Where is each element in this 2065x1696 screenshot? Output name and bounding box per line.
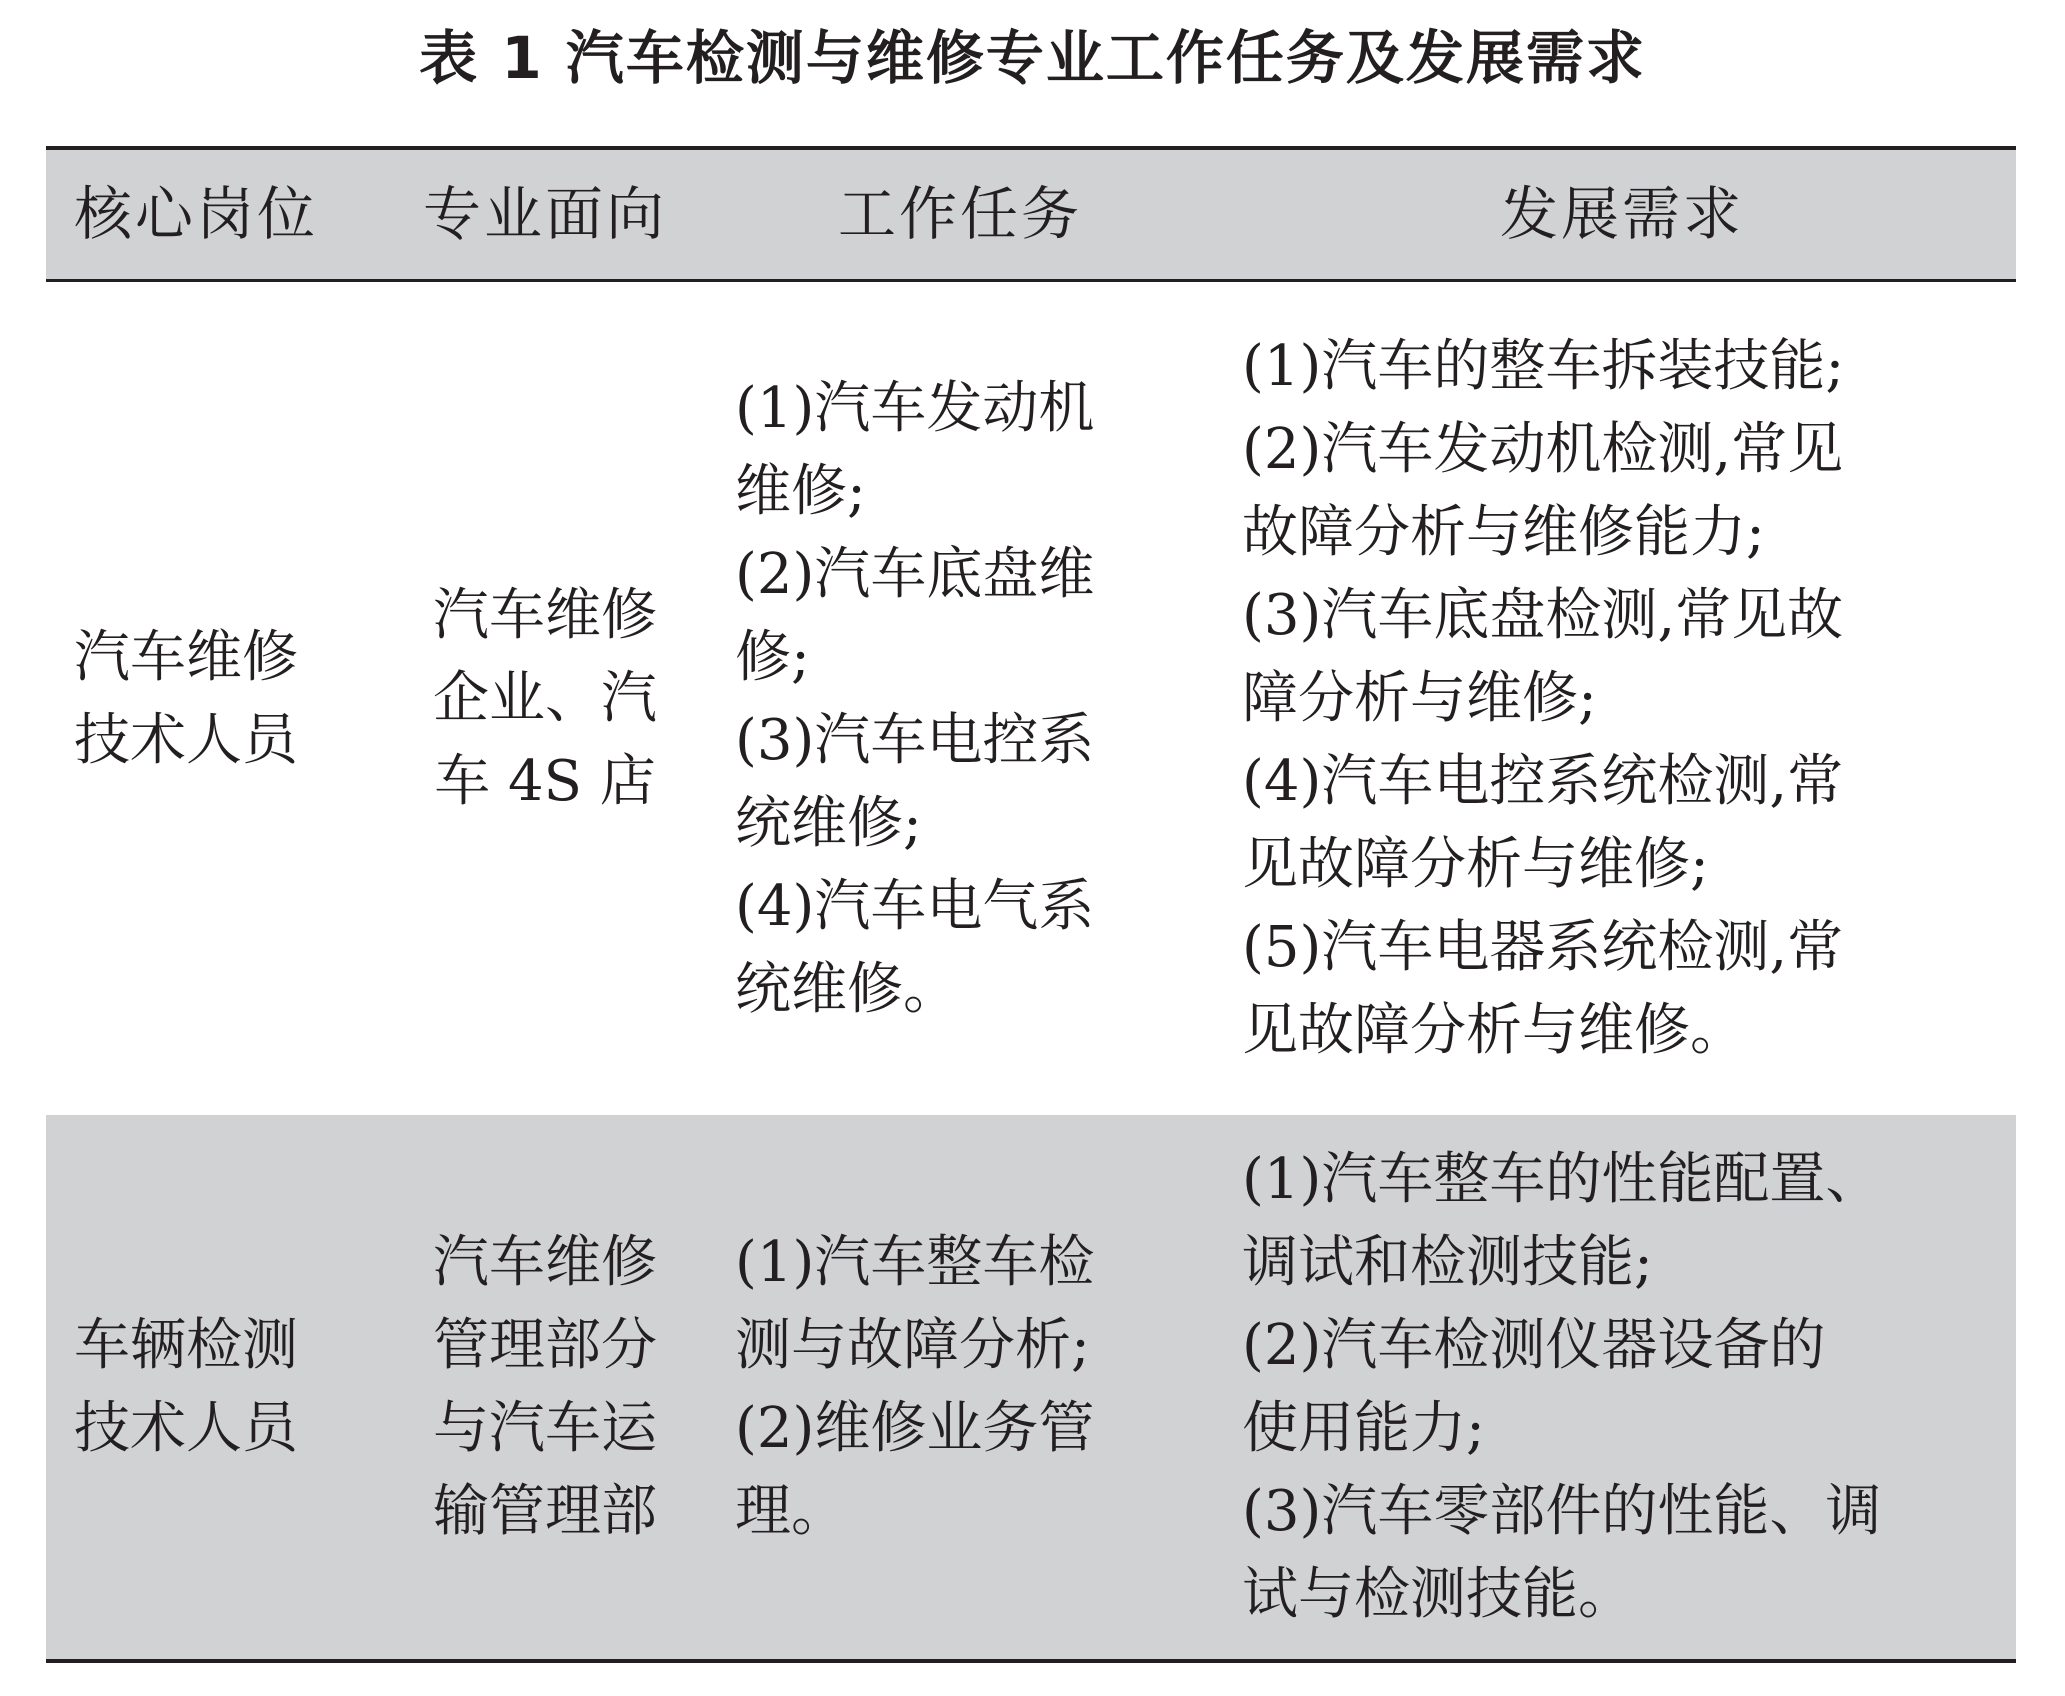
text-line: (4)汽车电气系 <box>735 873 1095 939</box>
text-line: 修; <box>735 624 810 690</box>
text-line: 企业、汽 <box>433 666 657 731</box>
text-line: (4)汽车电控系统检测,常 <box>1242 749 1844 814</box>
text-line: 统维修。 <box>735 956 959 1022</box>
text-line: (3)汽车底盘检测,常见故 <box>1242 583 1844 648</box>
table-title: 表 1 汽车检测与维修专业工作任务及发展需求 <box>419 24 1646 92</box>
text-line: 理。 <box>735 1479 847 1544</box>
text-line: (2)汽车检测仪器设备的 <box>1242 1313 1826 1378</box>
text-line: (2)维修业务管 <box>735 1396 1095 1461</box>
text-line: (1)汽车整车的性能配置、 <box>1242 1147 1882 1212</box>
text-line: 技术人员 <box>74 707 298 773</box>
text-line: 车 4S 店 <box>434 749 656 814</box>
text-line: 测与故障分析; <box>735 1313 1090 1378</box>
text-line: 输管理部 <box>433 1479 657 1544</box>
header-tasks: 工作任务 <box>837 180 1082 248</box>
row-1-orientation <box>400 282 690 1115</box>
text-line: 试与检测技能。 <box>1242 1562 1634 1627</box>
text-line: (1)汽车整车检 <box>735 1230 1095 1295</box>
row-1-needs <box>1242 282 2002 1115</box>
text-line: (2)汽车底盘维 <box>735 541 1095 607</box>
row-2-post <box>74 1115 354 1659</box>
text-line: 使用能力; <box>1242 1396 1485 1461</box>
text-line: 汽车维修 <box>433 1230 657 1295</box>
row-2-orientation <box>400 1115 690 1659</box>
row-2-tasks <box>735 1115 1185 1659</box>
text-line: 统维修; <box>735 790 922 856</box>
row-1-tasks <box>735 282 1185 1115</box>
text-line: 障分析与维修; <box>1242 666 1597 731</box>
text-line: (3)汽车电控系 <box>735 707 1095 773</box>
bottom-rule <box>46 1659 2016 1663</box>
text-line: 见故障分析与维修; <box>1242 832 1709 897</box>
text-line: (1)汽车的整车拆装技能; <box>1242 334 1845 399</box>
text-line: (2)汽车发动机检测,常见 <box>1242 417 1844 482</box>
text-line: (1)汽车发动机 <box>735 375 1095 441</box>
header-core-post: 核心岗位 <box>74 180 319 248</box>
text-line: (3)汽车零部件的性能、调 <box>1242 1479 1882 1544</box>
header-orientation: 专业面向 <box>422 180 667 248</box>
text-line: 汽车维修 <box>433 583 657 648</box>
text-line: 汽车维修 <box>74 624 298 690</box>
row-2-needs <box>1242 1115 2002 1659</box>
row-1-post <box>74 282 354 1115</box>
text-line: 见故障分析与维修。 <box>1242 998 1746 1063</box>
text-line: 技术人员 <box>74 1396 298 1461</box>
text-line: 故障分析与维修能力; <box>1242 500 1765 565</box>
text-line: 调试和检测技能; <box>1242 1230 1653 1295</box>
header-needs: 发展需求 <box>1499 180 1744 248</box>
text-line: (5)汽车电器系统检测,常 <box>1242 915 1844 980</box>
text-line: 管理部分 <box>433 1313 657 1378</box>
text-line: 与汽车运 <box>433 1396 657 1461</box>
text-line: 车辆检测 <box>74 1313 298 1378</box>
text-line: 维修; <box>735 458 866 524</box>
